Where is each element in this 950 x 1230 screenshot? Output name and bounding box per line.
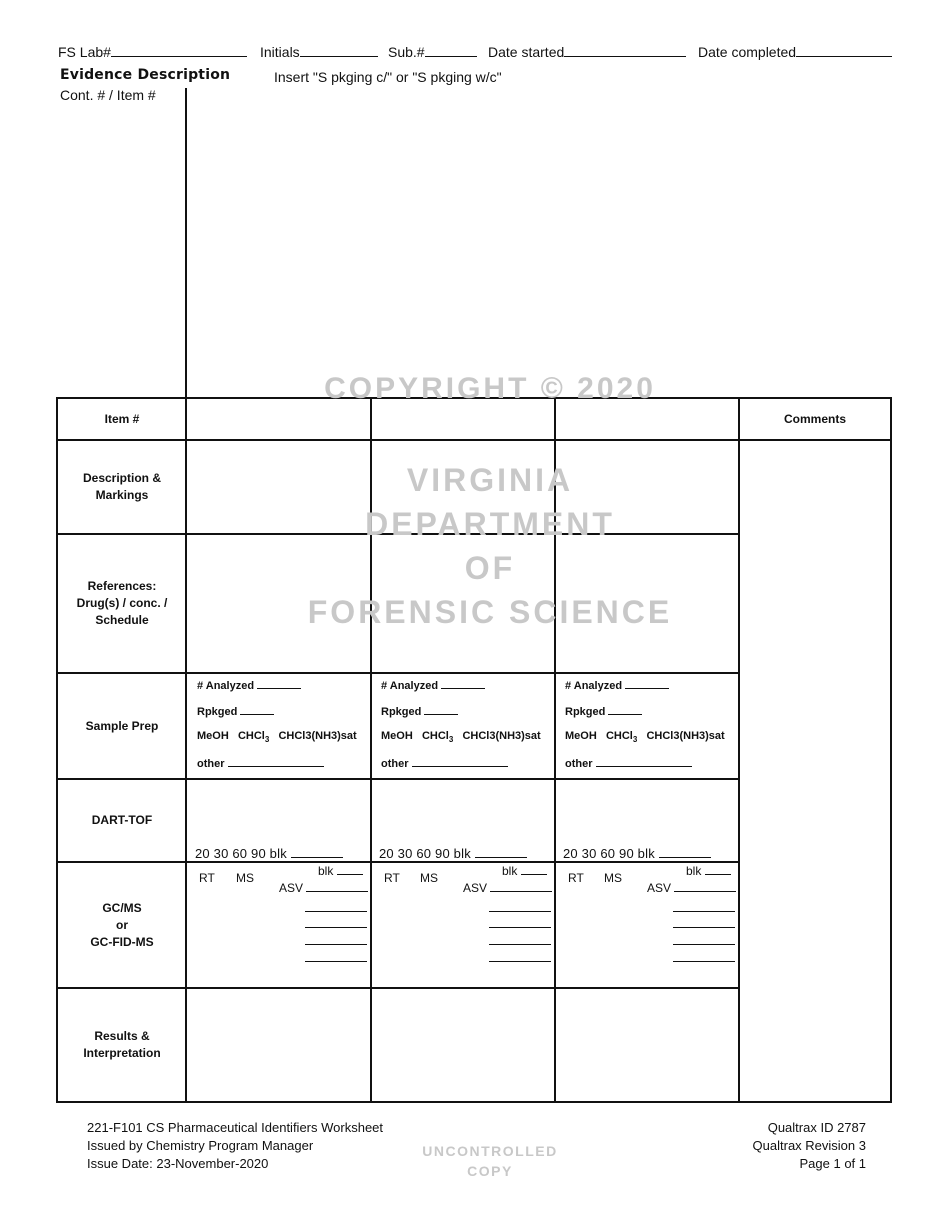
ms-option[interactable]: MS: [420, 871, 438, 885]
qualtrax-id: Qualtrax ID 2787: [767, 1120, 866, 1135]
rt-option[interactable]: RT: [384, 871, 400, 885]
asv-label: ASV: [463, 881, 488, 895]
analyzed-label: # Analyzed: [197, 680, 255, 692]
solvent-options[interactable]: [565, 730, 725, 744]
chcl3-option[interactable]: [605, 730, 638, 745]
initials-label: Initials: [260, 44, 300, 60]
sub-number-field[interactable]: [388, 44, 477, 60]
dart-options-2[interactable]: [379, 845, 527, 861]
other-label: other: [197, 758, 225, 770]
asv-field[interactable]: [647, 881, 736, 895]
blk-label: blk: [318, 864, 334, 878]
blk-field[interactable]: [318, 864, 363, 878]
date-completed-field[interactable]: [698, 44, 892, 60]
cont-item-label: Cont. # / Item #: [60, 87, 156, 103]
page-number: Page 1 of 1: [799, 1156, 866, 1171]
dart-tof-label: DART-TOF: [91, 813, 153, 827]
dart-options-text[interactable]: 20 30 60 90 blk: [379, 846, 471, 861]
packaging-instruction: Insert "S pkging c/" or "S pkging w/c": [274, 69, 502, 85]
comments-header: Comments: [783, 412, 846, 426]
references-label: References: Drug(s) / conc. / Schedule: [76, 579, 168, 627]
issue-date: Issue Date: 23-November-2020: [87, 1156, 269, 1171]
uncontrolled-line2: COPY: [467, 1163, 513, 1179]
dart-options-3[interactable]: [563, 845, 711, 861]
other-field[interactable]: [197, 756, 324, 770]
date-started-field[interactable]: [488, 44, 686, 60]
watermark-of: OF: [464, 550, 516, 586]
gcms-label-line3: GC-FID-MS: [90, 934, 154, 949]
fs-lab-field[interactable]: [58, 44, 247, 60]
dart-options-text[interactable]: 20 30 60 90 blk: [563, 846, 655, 861]
sub-number-label: Sub.#: [388, 44, 425, 60]
evidence-description-title: Evidence Description: [60, 67, 231, 83]
dart-options-text[interactable]: 20 30 60 90 blk: [195, 846, 287, 861]
analyzed-field[interactable]: [197, 678, 301, 692]
chcl3-nh3-option[interactable]: CHCl3(NH3)sat: [646, 730, 725, 742]
blk-field[interactable]: [502, 864, 547, 878]
date-completed-label: Date completed: [698, 44, 797, 60]
results-label-line2: Interpretation: [83, 1046, 161, 1060]
copyright-watermark: COPYRIGHT © 2020: [324, 372, 656, 405]
chcl-text: CHCl: [421, 730, 449, 742]
meoh-option[interactable]: MeOH: [565, 730, 597, 742]
watermark-virginia: VIRGINIA: [406, 462, 574, 498]
gcms-label-line1: GC/MS: [102, 900, 142, 915]
rpkged-field[interactable]: [381, 704, 458, 718]
rpkged-field[interactable]: [197, 704, 274, 718]
other-label: other: [381, 758, 409, 770]
footer-left: [87, 1119, 383, 1173]
asv-label: ASV: [647, 881, 672, 895]
chcl-text: CHCl: [605, 730, 633, 742]
gcms-label: [58, 863, 186, 987]
blk-label: blk: [686, 864, 702, 878]
gcms-label-line2: or: [116, 917, 128, 932]
chcl3-option[interactable]: [237, 730, 270, 745]
issued-by: Issued by Chemistry Program Manager: [87, 1138, 314, 1153]
analyzed-field[interactable]: [565, 678, 669, 692]
evidence-description-area[interactable]: [188, 95, 888, 395]
date-started-label: Date started: [488, 44, 565, 60]
rt-option[interactable]: RT: [568, 871, 584, 885]
solvent-options[interactable]: [197, 730, 357, 744]
sample-prep-label: Sample Prep: [85, 718, 159, 733]
solvent-options[interactable]: [381, 730, 541, 744]
ms-option[interactable]: MS: [236, 871, 254, 885]
initials-field[interactable]: [260, 44, 378, 60]
meoh-option[interactable]: MeOH: [197, 730, 229, 742]
uncontrolled-line1: UNCONTROLLED: [422, 1143, 558, 1159]
item-number-header: Item #: [104, 411, 140, 426]
rpkged-label: Rpkged: [197, 706, 238, 718]
chcl-subscript: 3: [632, 735, 638, 745]
form-name: 221-F101 CS Pharmaceutical Identifiers Worksheet: [87, 1120, 384, 1135]
chcl3-nh3-option[interactable]: CHCl3(NH3)sat: [278, 730, 357, 742]
fs-lab-label: FS Lab#: [58, 44, 111, 60]
watermark-department: DEPARTMENT: [365, 506, 615, 542]
comments-cell[interactable]: [741, 442, 889, 1100]
rt-option[interactable]: RT: [199, 871, 215, 885]
chcl-text: CHCl: [237, 730, 265, 742]
footer-right: [753, 1119, 866, 1173]
asv-field[interactable]: [279, 881, 368, 895]
analyzed-label: # Analyzed: [381, 680, 439, 692]
description-markings-label: Description & Markings: [82, 471, 161, 502]
results-label-line1: Results &: [94, 1029, 150, 1043]
ms-option[interactable]: MS: [604, 871, 622, 885]
results-label: [58, 989, 186, 1101]
other-label: other: [565, 758, 593, 770]
qualtrax-revision: Qualtrax Revision 3: [752, 1138, 866, 1153]
meoh-option[interactable]: MeOH: [381, 730, 413, 742]
blk-field[interactable]: [686, 864, 731, 878]
analyzed-label: # Analyzed: [565, 680, 623, 692]
watermark-forensic-science: FORENSIC SCIENCE: [307, 594, 673, 630]
chcl3-nh3-option[interactable]: CHCl3(NH3)sat: [462, 730, 541, 742]
other-field[interactable]: [381, 756, 508, 770]
chcl-subscript: 3: [264, 735, 270, 745]
rpkged-label: Rpkged: [381, 706, 422, 718]
blk-label: blk: [502, 864, 518, 878]
analyzed-field[interactable]: [381, 678, 485, 692]
chcl-subscript: 3: [448, 735, 454, 745]
asv-field[interactable]: [463, 881, 552, 895]
rpkged-label: Rpkged: [565, 706, 606, 718]
chcl3-option[interactable]: [421, 730, 454, 745]
dart-options-1[interactable]: [195, 845, 343, 861]
other-field[interactable]: [565, 756, 692, 770]
evidence-divider: [185, 88, 187, 400]
rpkged-field[interactable]: [565, 704, 642, 718]
asv-label: ASV: [279, 881, 304, 895]
uncontrolled-copy-watermark: [400, 1141, 580, 1181]
